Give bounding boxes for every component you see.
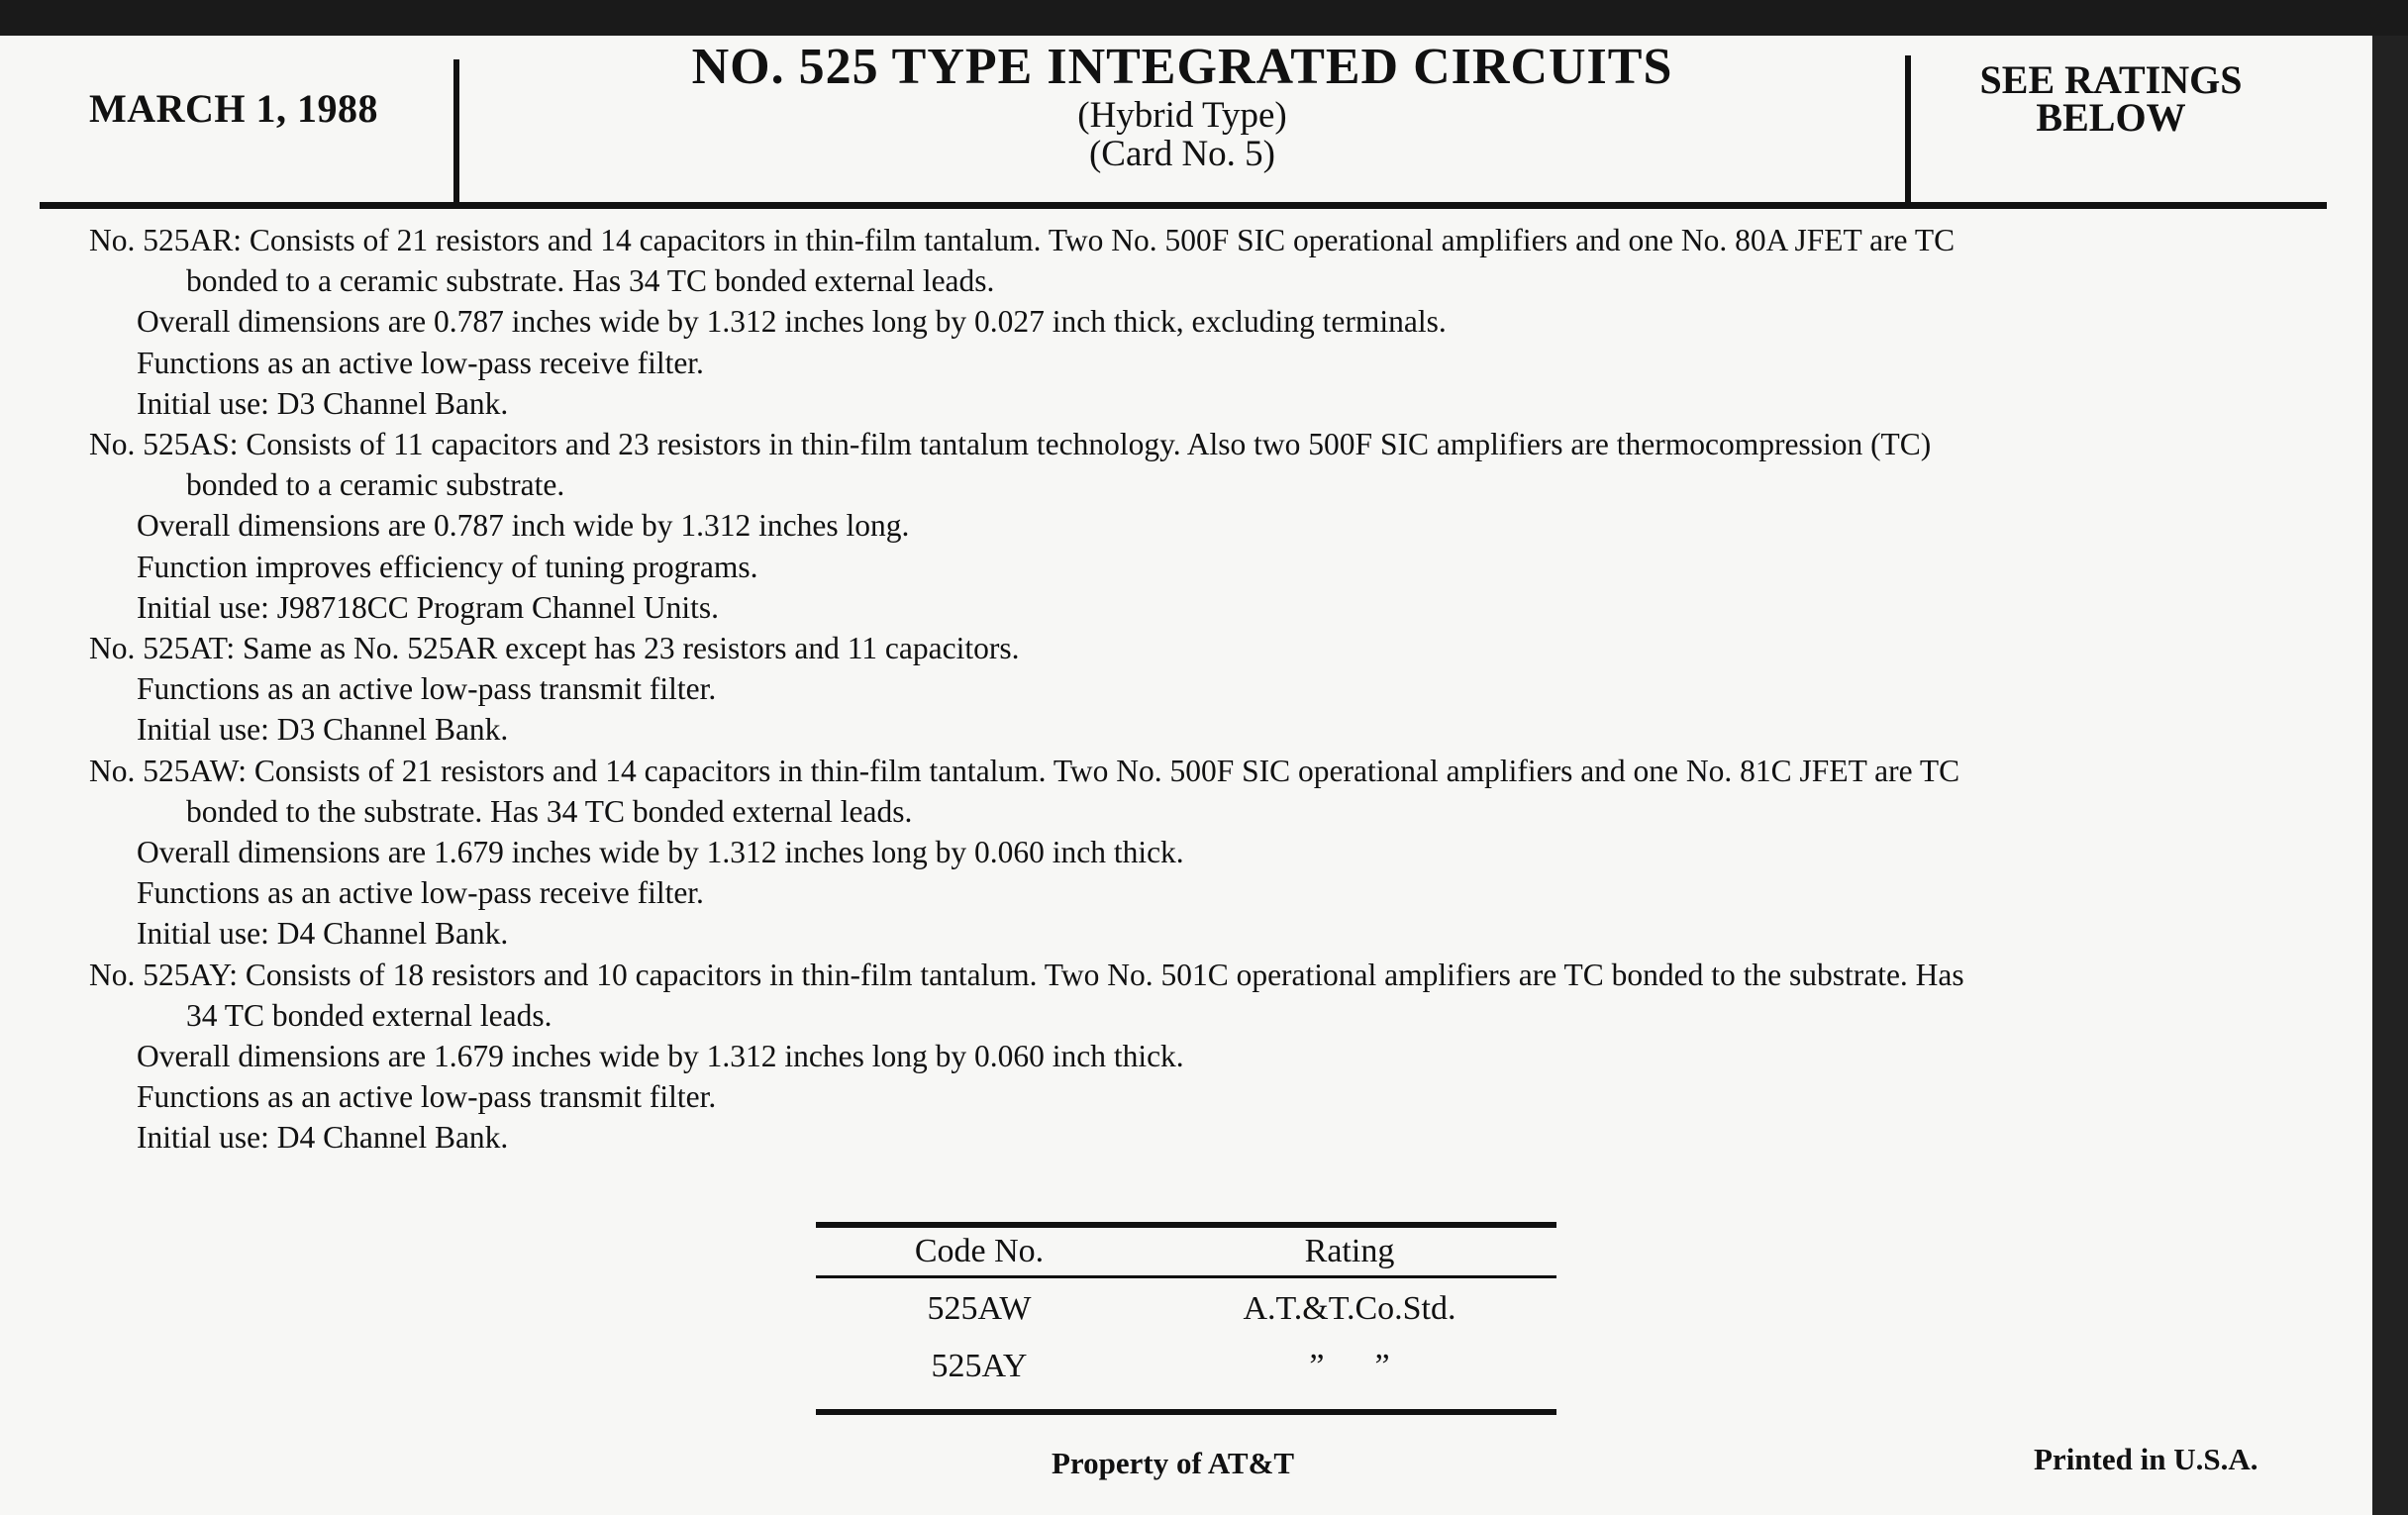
table-header-rule xyxy=(816,1275,1556,1278)
circuit-entry-line: Functions as an active low-pass transmit filter. xyxy=(137,671,717,707)
table-row xyxy=(816,1284,1556,1334)
card-date: MARCH 1, 1988 xyxy=(89,86,379,131)
footer-property: Property of AT&T xyxy=(1052,1446,1295,1480)
circuit-entry-heading: No. 525AR: Consists of 21 resistors and 14 capacitors in thin-film tantalum. Two No. 500F SIC operational amplifiers and one No. 80A JFET are TC xyxy=(89,223,1956,257)
circuit-entry-line: Overall dimensions are 1.679 inches wide by 1.312 inches long by 0.060 inch thick. xyxy=(137,1039,1184,1074)
circuit-entry-line: bonded to a ceramic substrate. Has 34 TC bonded external leads. xyxy=(186,263,995,299)
circuit-entry-line: Functions as an active low-pass receive filter. xyxy=(137,875,704,911)
ratings-note-line1: SEE RATINGS xyxy=(1979,57,2243,102)
circuit-entry-line: Function improves efficiency of tuning programs. xyxy=(137,549,758,584)
card-title: NO. 525 TYPE INTEGRATED CIRCUITS xyxy=(691,39,1673,95)
table-row xyxy=(816,1342,1556,1391)
circuit-entry-line: Initial use: D4 Channel Bank. xyxy=(137,1120,509,1156)
ratings-table xyxy=(816,1222,1556,1415)
circuit-entry-line: 34 TC bonded external leads. xyxy=(186,997,552,1033)
column-header-rating: Rating xyxy=(1304,1233,1395,1269)
circuit-entry-heading: No. 525AS: Consists of 11 capacitors and 23 resistors in thin-film tantalum technology. Also two 500F SIC amplifiers are thermocompression (TC) xyxy=(89,427,1932,462)
description-text xyxy=(89,220,2307,1159)
circuit-entry-line: Functions as an active low-pass receive filter. xyxy=(137,345,704,380)
circuit-entry-line: Overall dimensions are 0.787 inches wide by 1.312 inches long by 0.027 inch thick, excluding terminals. xyxy=(137,304,1447,340)
circuit-entry-line: bonded to the substrate. Has 34 TC bonded external leads. xyxy=(186,793,913,829)
circuit-entry-heading: No. 525AW: Consists of 21 resistors and 14 capacitors in thin-film tantalum. Two No. 500F SIC operational amplifiers and one No. 81C JFET are TC xyxy=(89,753,1960,788)
circuit-entry-heading: No. 525AT: Same as No. 525AR except has 23 resistors and 11 capacitors. xyxy=(89,631,1020,666)
scan-edge xyxy=(2372,36,2408,1515)
card-subtitle-number: (Card No. 5) xyxy=(1088,134,1276,174)
circuit-entry-line: Initial use: J98718CC Program Channel Units. xyxy=(137,589,719,625)
circuit-entry-line: Initial use: D3 Channel Bank. xyxy=(137,385,509,421)
table-header-row xyxy=(816,1228,1556,1275)
column-header-code: Code No. xyxy=(914,1233,1045,1269)
header-rule xyxy=(40,202,2327,209)
footer-printed: Printed in U.S.A. xyxy=(2034,1442,2258,1476)
ratings-note xyxy=(1913,57,2309,140)
circuit-entry-heading: No. 525AY: Consists of 18 resistors and 10 capacitors in thin-film tantalum. Two No. 501C operational amplifiers are TC bonded to the substrate. Has xyxy=(89,957,1964,992)
circuit-entry-line: Initial use: D4 Channel Bank. xyxy=(137,916,509,952)
table-cell-rating: ” ” xyxy=(1309,1348,1390,1384)
table-cell-code: 525AY xyxy=(931,1348,1028,1384)
circuit-entry-line: Overall dimensions are 0.787 inch wide by 1.312 inches long. xyxy=(137,508,910,544)
circuit-entry-line: Functions as an active low-pass transmit filter. xyxy=(137,1079,717,1115)
circuit-entry-line: Overall dimensions are 1.679 inches wide by 1.312 inches long by 0.060 inch thick. xyxy=(137,835,1184,870)
ratings-note-line2: BELOW xyxy=(2036,95,2186,140)
circuit-entry-line: Initial use: D3 Channel Bank. xyxy=(137,712,509,748)
card-subtitle-type: (Hybrid Type) xyxy=(1077,95,1287,136)
card-title-block xyxy=(459,39,1905,174)
table-cell-code: 525AW xyxy=(927,1290,1032,1327)
circuit-entry-line: bonded to a ceramic substrate. xyxy=(186,467,565,503)
table-bottom-rule xyxy=(816,1409,1556,1415)
header-divider-right xyxy=(1905,55,1911,204)
table-cell-rating: A.T.&T.Co.Std. xyxy=(1243,1290,1456,1327)
